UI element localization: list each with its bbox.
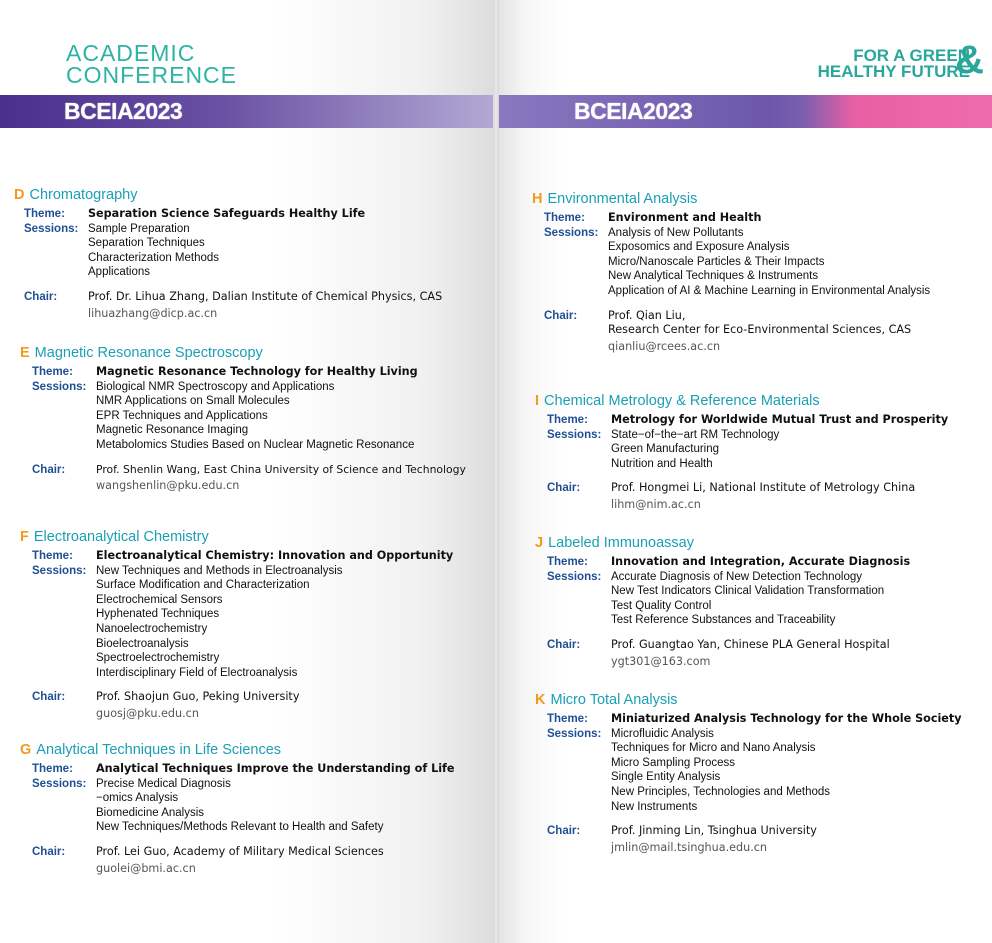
section-title: H Environmental Analysis — [532, 191, 698, 207]
theme-value: Innovation and Integration, Accurate Diagnosis — [611, 555, 911, 568]
theme-label: Theme: — [547, 414, 588, 426]
session-item: Applications — [88, 266, 151, 279]
chair-email: jmlin@mail.tsinghua.edu.cn — [611, 840, 768, 854]
chair-value: Prof. Lei Guo, Academy of Military Medical Sciences — [96, 844, 384, 858]
chair-value: Prof. Dr. Lihua Zhang, Dalian Institute of Chemical Physics, CAS — [88, 289, 443, 303]
section-f — [20, 529, 486, 722]
sessions-list — [611, 570, 981, 628]
chair-email: qianliu@rcees.ac.cn — [608, 339, 721, 353]
session-item: EPR Techniques and Applications — [96, 409, 268, 422]
session-item: Sample Preparation — [88, 222, 190, 235]
academic-conference-logo — [66, 42, 237, 86]
theme-label: Theme: — [547, 556, 588, 568]
session-item: Metabolomics Studies Based on Nuclear Magnetic Resonance — [96, 438, 415, 451]
section-title: D Chromatography — [14, 187, 138, 203]
chair-label: Chair: — [32, 691, 66, 704]
chair-value: Prof. Jinming Lin, Tsinghua University — [611, 824, 817, 838]
theme-label: Theme: — [32, 550, 73, 562]
sessions-list — [611, 727, 981, 815]
chair-value: Prof. Guangtao Yan, Chinese PLA General Hospital — [611, 637, 890, 651]
chair-email: ygt301@163.com — [611, 654, 711, 668]
section-j — [535, 535, 981, 669]
session-item: Hyphenated Techniques — [96, 608, 220, 621]
chair-label: Chair: — [32, 845, 66, 858]
sessions-label: Sessions: — [547, 727, 602, 740]
sessions-list — [96, 380, 416, 453]
chair-value: Prof. Shenlin Wang, East China University of Science and Technology — [96, 462, 466, 476]
band-title: BCEIA2023 — [574, 98, 693, 124]
section-g — [20, 742, 486, 876]
session-item: Characterization Methods — [88, 251, 220, 264]
section-i — [535, 393, 981, 513]
session-item: Micro Sampling Process — [611, 756, 735, 769]
sessions-list — [96, 777, 486, 835]
session-item: Microfluidic Analysis — [611, 727, 714, 740]
slogan-ampersand: & — [955, 38, 984, 82]
session-item: New Techniques and Methods in Electroanalysis — [96, 564, 343, 577]
session-item: Biological NMR Spectroscopy and Applications — [96, 380, 335, 393]
session-item: Interdisciplinary Field of Electroanalysis — [96, 666, 298, 679]
session-item: Green Manufacturing — [611, 443, 720, 456]
chair-value: Prof. Hongmei Li, National Institute of Metrology China — [611, 481, 916, 495]
header-band — [0, 95, 496, 128]
slogan-line2: HEALTHY FUTURE — [817, 62, 970, 81]
theme-value: Environment and Health — [608, 211, 762, 224]
chair-value: Prof. Shaojun Guo, Peking University — [96, 690, 300, 704]
session-item: Test Quality Control — [611, 599, 712, 612]
chair-label: Chair: — [24, 290, 58, 303]
chair-label: Chair: — [32, 463, 66, 476]
theme-label: Theme: — [32, 366, 73, 378]
session-item: Electrochemical Sensors — [96, 593, 223, 606]
session-item: Bioelectroanalysis — [96, 637, 189, 650]
session-item: New Analytical Techniques & Instruments — [608, 270, 819, 283]
header-band — [496, 95, 992, 128]
chair-email: lihuazhang@dicp.ac.cn — [88, 306, 218, 320]
sessions-label: Sessions: — [24, 222, 79, 235]
section-title: G Analytical Techniques in Life Sciences — [20, 742, 282, 758]
section-title: J Labeled Immunoassay — [535, 535, 694, 551]
session-item: Nutrition and Health — [611, 457, 713, 470]
session-item: Spectroelectrochemistry — [96, 652, 220, 665]
chair-label: Chair: — [544, 309, 578, 322]
theme-label: Theme: — [544, 212, 585, 224]
page-fold — [493, 0, 499, 943]
chair-label: Chair: — [547, 825, 581, 838]
theme-label: Theme: — [32, 763, 73, 775]
chair-email: guolei@bmi.ac.cn — [96, 861, 196, 875]
theme-value: Analytical Techniques Improve the Understanding of Life — [96, 762, 455, 775]
section-e — [20, 345, 486, 494]
session-item: Surface Modification and Characterization — [96, 579, 310, 592]
session-item: Exposomics and Exposure Analysis — [608, 241, 790, 254]
section-h — [532, 191, 978, 354]
session-item: Biomedicine Analysis — [96, 806, 205, 819]
session-item: Test Reference Substances and Traceability — [611, 614, 836, 627]
logo-line2: CONFERENCE — [66, 62, 238, 88]
right-page — [496, 0, 992, 943]
session-item: Separation Techniques — [88, 237, 205, 250]
session-item: Precise Medical Diagnosis — [96, 777, 231, 790]
chair-email: lihm@nim.ac.cn — [611, 497, 701, 511]
theme-value: Magnetic Resonance Technology for Healthy Living — [96, 365, 418, 378]
section-k — [535, 692, 981, 855]
sessions-list — [608, 226, 938, 299]
session-item: New Instruments — [611, 800, 698, 813]
green-healthy-future-logo — [817, 38, 984, 82]
sessions-list — [88, 222, 484, 280]
session-item: Techniques for Micro and Nano Analysis — [611, 742, 816, 755]
logo-line1: ACADEMIC — [66, 40, 196, 66]
session-item: Nanoelectrochemistry — [96, 622, 208, 635]
chair-affiliation: Research Center for Eco-Environmental Sciences, CAS — [608, 323, 912, 337]
sessions-label: Sessions: — [32, 380, 87, 393]
session-item: Application of AI & Machine Learning in Environmental Analysis — [608, 284, 931, 297]
session-item: State−of−the−art RM Technology — [611, 428, 780, 441]
theme-value: Electroanalytical Chemistry: Innovation and Opportunity — [96, 549, 454, 562]
session-item: Analysis of New Pollutants — [608, 226, 744, 239]
session-item: Magnetic Resonance Imaging — [96, 424, 249, 437]
theme-label: Theme: — [547, 713, 588, 725]
chair-email: wangshenlin@pku.edu.cn — [96, 479, 240, 493]
session-item: Single Entity Analysis — [611, 771, 721, 784]
chair-email: guosj@pku.edu.cn — [96, 706, 199, 720]
sessions-label: Sessions: — [32, 564, 87, 577]
section-d — [14, 187, 484, 321]
section-title: I Chemical Metrology & Reference Materials — [535, 393, 820, 409]
theme-value: Metrology for Worldwide Mutual Trust and Prosperity — [611, 413, 949, 426]
session-item: Micro/Nanoscale Particles & Their Impacts — [608, 255, 825, 268]
sessions-label: Sessions: — [547, 428, 602, 441]
sessions-list — [611, 428, 981, 472]
chair-label: Chair: — [547, 638, 581, 651]
band-title: BCEIA2023 — [64, 98, 183, 124]
section-title: E Magnetic Resonance Spectroscopy — [20, 345, 263, 361]
session-item: New Test Indicators Clinical Validation Transformation — [611, 585, 885, 598]
theme-value: Miniaturized Analysis Technology for the Whole Society — [611, 712, 962, 725]
session-item: NMR Applications on Small Molecules — [96, 395, 290, 408]
session-item: New Principles, Technologies and Methods — [611, 785, 831, 798]
sessions-label: Sessions: — [32, 777, 87, 790]
slogan-line1: FOR A GREEN — [853, 46, 970, 65]
session-item: New Techniques/Methods Relevant to Health and Safety — [96, 821, 384, 834]
section-title: K Micro Total Analysis — [535, 692, 678, 708]
theme-value: Separation Science Safeguards Healthy Life — [88, 207, 366, 220]
section-title: F Electroanalytical Chemistry — [20, 529, 209, 545]
chair-value: Prof. Qian Liu, — [608, 308, 686, 322]
session-item: Accurate Diagnosis of New Detection Technology — [611, 570, 863, 583]
chair-label: Chair: — [547, 482, 581, 495]
sessions-label: Sessions: — [547, 570, 602, 583]
sessions-list — [96, 564, 486, 681]
session-item: −omics Analysis — [96, 792, 179, 805]
sessions-label: Sessions: — [544, 226, 599, 239]
theme-label: Theme: — [24, 208, 65, 220]
